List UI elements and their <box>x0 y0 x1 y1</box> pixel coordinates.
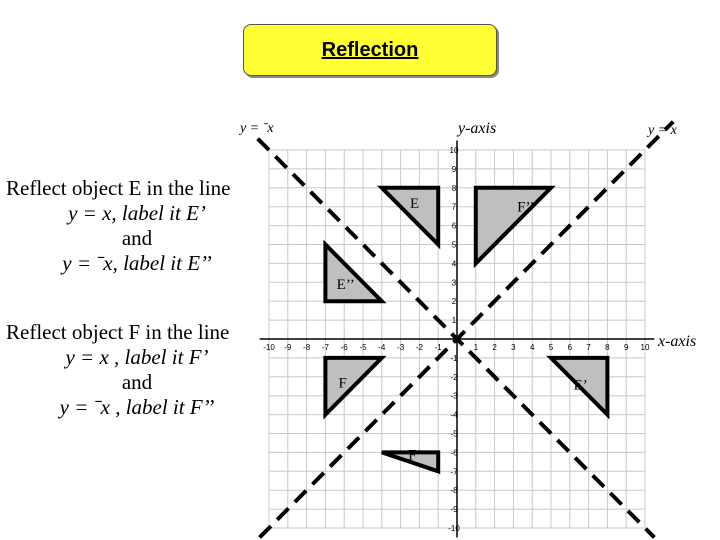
y-tick-label: 3 <box>451 278 457 288</box>
y-tick-label: -10 <box>448 524 460 533</box>
y-tick-label: 4 <box>451 259 457 269</box>
instruction-e-line2: y = x, label it E’ <box>68 201 206 225</box>
shape-label: E <box>410 195 420 212</box>
x-tick-label: -1 <box>434 343 442 352</box>
x-tick-label: -9 <box>284 343 292 352</box>
x-tick-label: -10 <box>263 343 275 352</box>
shape-label: F’’ <box>517 199 535 216</box>
instruction-e-line4: y = ˉx, label it E’’ <box>62 251 212 275</box>
x-tick-label: 4 <box>529 343 535 352</box>
shape-label: E’’ <box>336 277 355 294</box>
y-tick-label: 5 <box>451 240 457 250</box>
y-tick-label: 8 <box>451 183 457 193</box>
x-tick-label: 8 <box>605 343 610 352</box>
y-tick-label: -2 <box>450 372 458 382</box>
x-tick-label: 1 <box>473 343 479 352</box>
x-tick-label: 9 <box>623 343 629 352</box>
x-tick-label: -6 <box>340 343 348 352</box>
instruction-e-line3: and <box>121 226 153 250</box>
instruction-f-line3: and <box>121 370 153 394</box>
instruction-f-line1: Reflect object F in the line <box>6 320 230 344</box>
instruction-e-line1: Reflect object E in the line <box>6 176 231 200</box>
triangle-f <box>325 358 381 415</box>
y-tick-label: -7 <box>450 467 458 477</box>
x-tick-label: 10 <box>640 343 650 352</box>
label-x-axis: x-axis <box>658 333 697 350</box>
x-tick-label: -7 <box>321 343 329 352</box>
line-y-equals-x <box>260 122 674 538</box>
x-tick-label: 2 <box>492 343 497 352</box>
shape-label: F <box>338 375 347 392</box>
y-tick-label: 7 <box>451 202 457 212</box>
y-tick-label: -5 <box>450 429 458 439</box>
label-y-eq-x: y = x <box>648 123 677 138</box>
y-tick-label: 10 <box>449 146 459 155</box>
x-tick-label: 6 <box>567 343 573 352</box>
x-tick-label: 5 <box>548 343 554 352</box>
x-tick-label: -4 <box>378 343 386 352</box>
y-tick-label: -9 <box>450 505 458 515</box>
instruction-f-line2: y = x , label it F’ <box>65 345 209 369</box>
y-tick-label: -4 <box>450 410 458 420</box>
y-tick-label: 9 <box>451 164 457 174</box>
label-y-axis: y-axis <box>458 120 497 137</box>
title: Reflection <box>321 38 419 61</box>
instruction-f-line4: y = ˉx , label it F’’ <box>59 395 215 419</box>
y-tick-label: 1 <box>451 316 457 326</box>
y-tick-label: -3 <box>450 391 458 401</box>
y-tick-label: 6 <box>451 221 457 231</box>
y-tick-label: -6 <box>450 448 458 458</box>
x-tick-label: -2 <box>415 343 423 352</box>
x-tick-label: -8 <box>303 343 311 352</box>
y-tick-label: -8 <box>450 486 458 496</box>
y-tick-label: -1 <box>450 353 458 363</box>
x-tick-label: 7 <box>586 343 591 352</box>
x-tick-label: 3 <box>511 343 516 352</box>
shape-label: E’ <box>573 377 588 394</box>
shape-label: F’ <box>408 447 422 464</box>
y-tick-label: 2 <box>451 297 457 307</box>
x-tick-label: -5 <box>359 343 367 352</box>
label-y-eq-neg-x: y = ˉx <box>240 121 274 136</box>
x-tick-label: -3 <box>397 343 405 352</box>
